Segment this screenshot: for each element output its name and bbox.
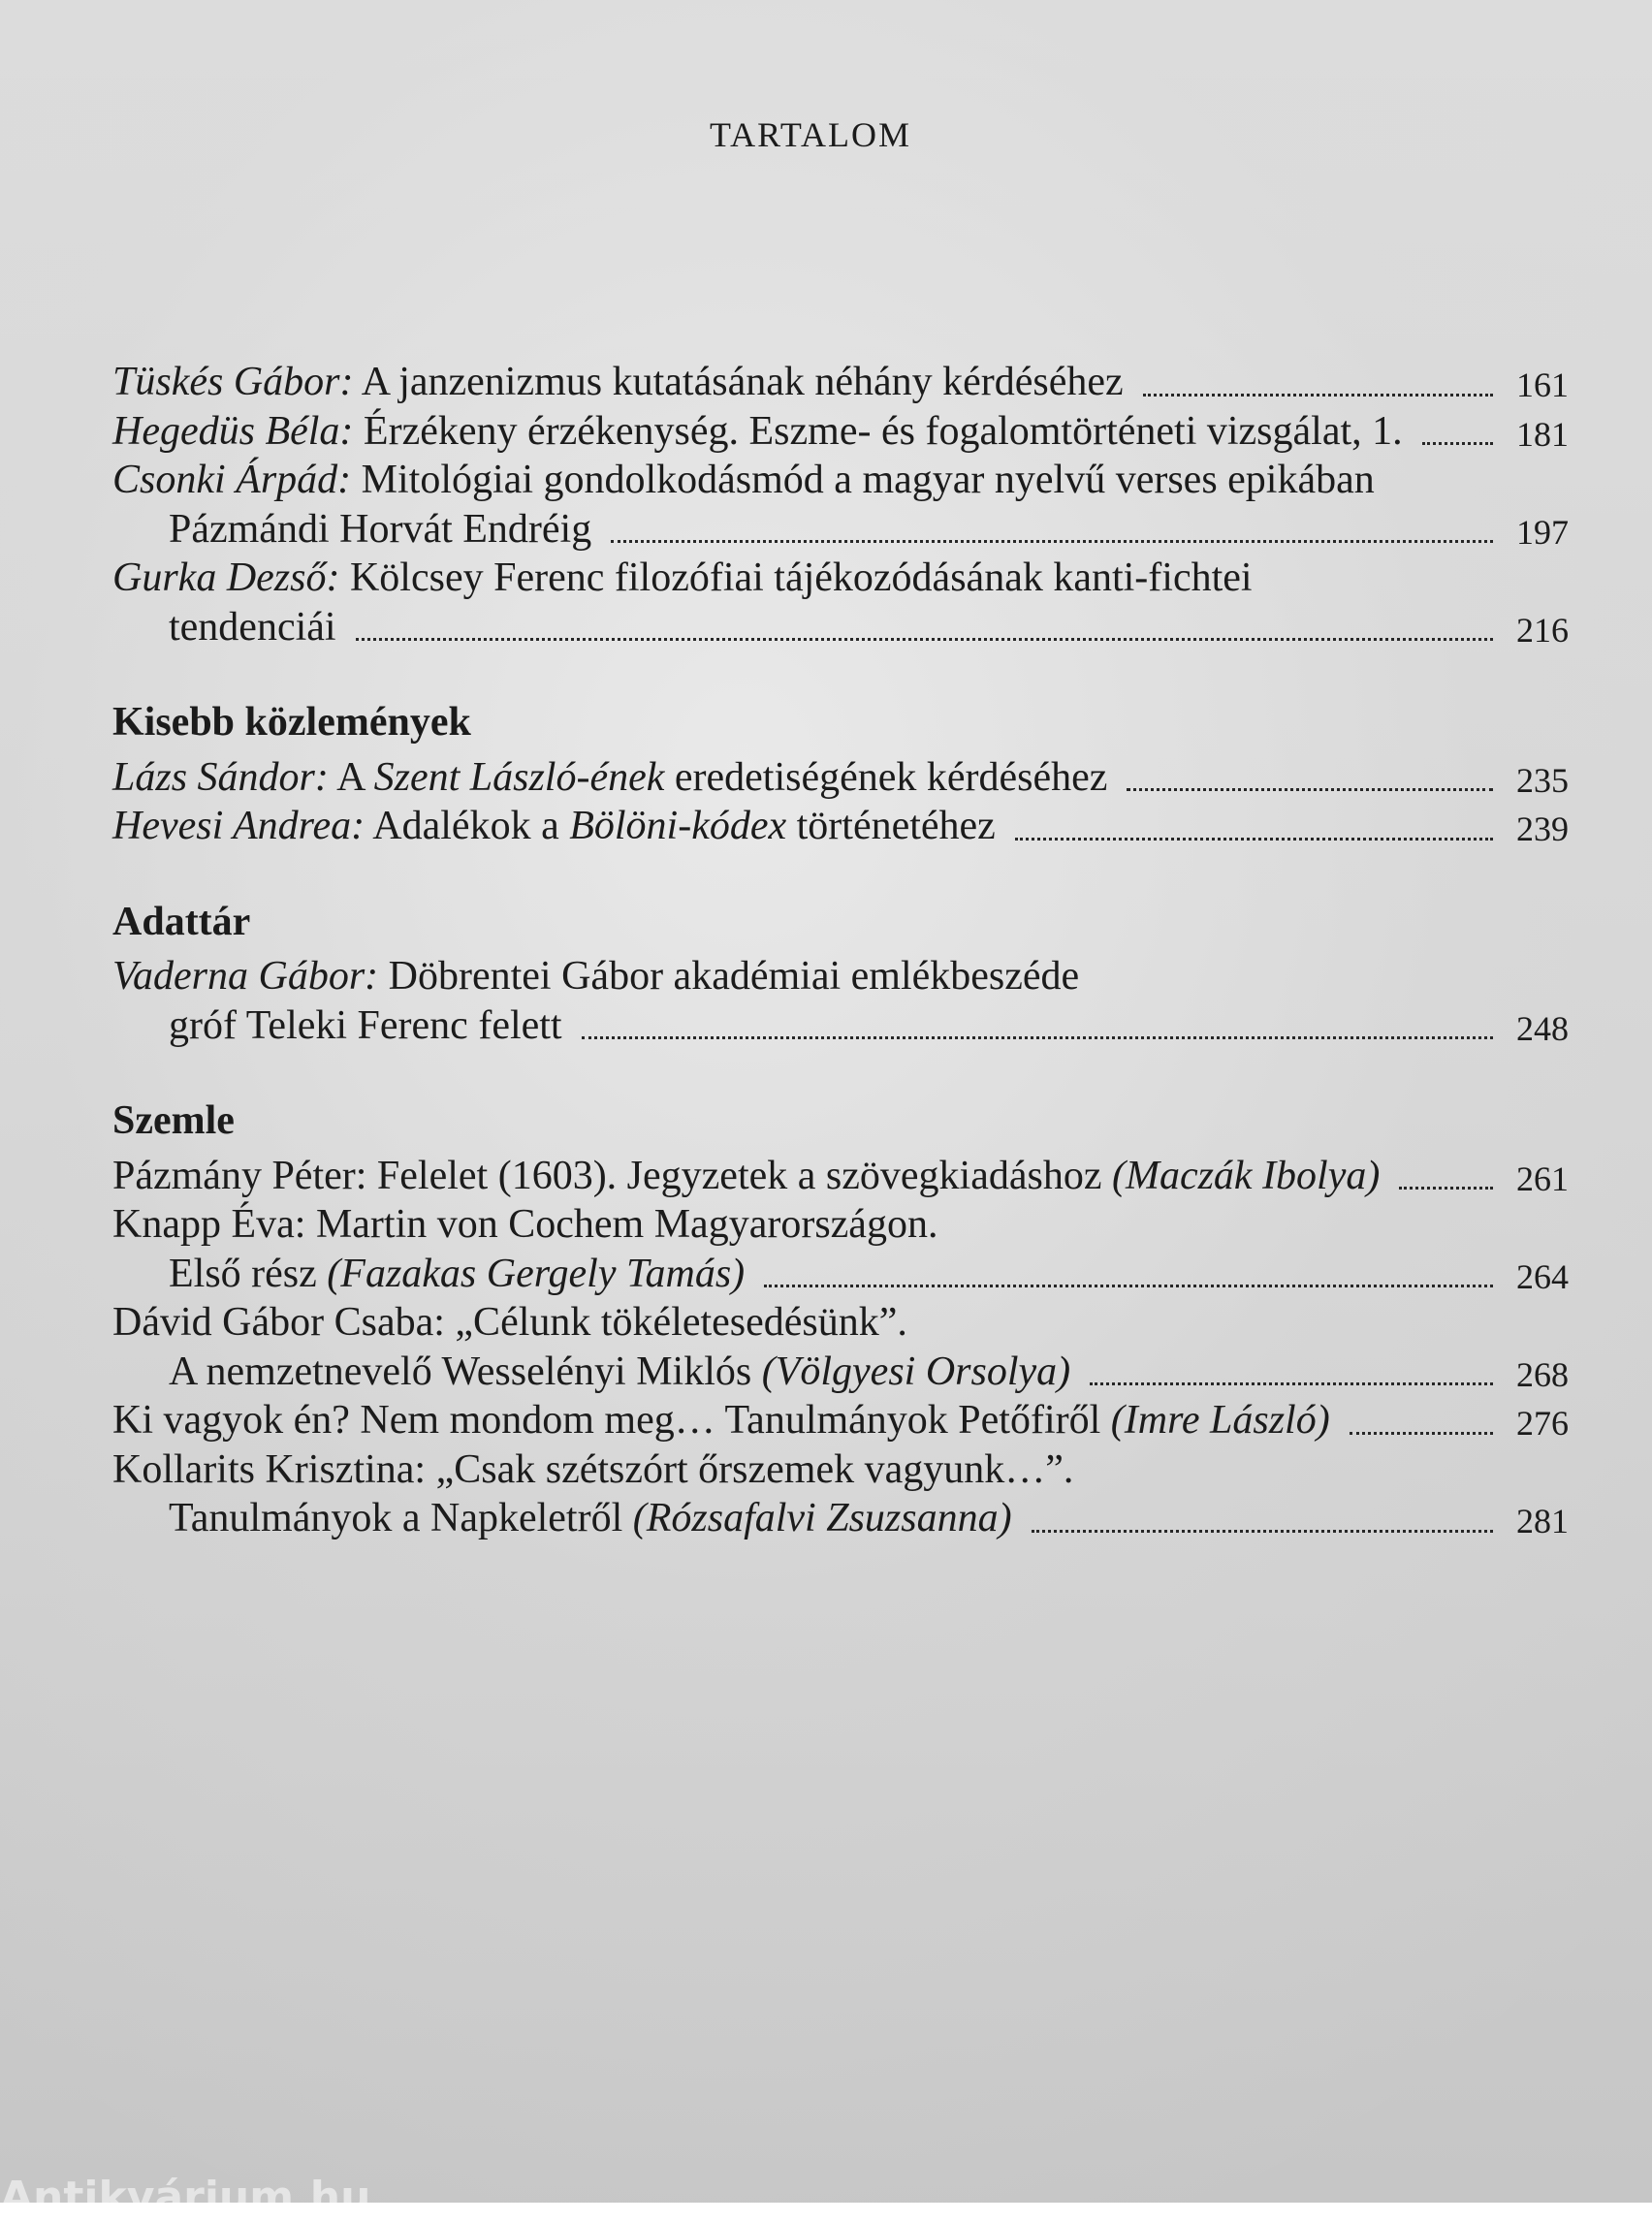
entry-title-continuation: Pázmándi Horvát Endréig xyxy=(169,506,592,552)
toc-line-continuation xyxy=(112,1001,1569,1051)
section-heading: Szemle xyxy=(112,1098,235,1143)
entry-text xyxy=(169,1348,1070,1397)
entry-text xyxy=(112,753,1107,803)
entry-title: Döbrentei Gábor akadémiai emlékbeszéde xyxy=(388,954,1080,999)
toc-entry xyxy=(112,358,1569,407)
toc-entry xyxy=(112,753,1569,803)
page-number: 248 xyxy=(1516,1008,1569,1048)
entry-title-end: eredetiségének kérdéséhez xyxy=(674,754,1108,800)
dot-leader xyxy=(1015,838,1493,841)
toc-line xyxy=(112,554,1569,603)
entry-work: Pázmány Péter: Felelet (1603). Jegyzetek a szövegkiadáshoz xyxy=(112,1153,1102,1198)
entry-reviewer: (Völgyesi Orsolya) xyxy=(761,1349,1071,1394)
toc-line xyxy=(112,1396,1569,1445)
entry-work-continuation: Tanulmányok a Napkeletről xyxy=(169,1496,623,1540)
toc-line-continuation xyxy=(112,505,1569,555)
entry-title-continuation: tendenciái xyxy=(169,604,336,650)
watermark-text: Antikvárium.hu xyxy=(0,2173,371,2222)
toc-entry xyxy=(112,1152,1569,1201)
entry-title: Érzékeny érzékenység. Eszme- és fogalomtörténeti vizsgálat, 1. xyxy=(363,408,1403,454)
dot-leader xyxy=(1350,1432,1493,1435)
toc-entry xyxy=(112,1445,1569,1543)
entry-text xyxy=(169,1250,745,1299)
entry-title: Mitológiai gondolkodásmód a magyar nyelvű verses epikában xyxy=(361,458,1375,502)
entry-title-end: történetéhez xyxy=(796,804,996,848)
page-number: 264 xyxy=(1516,1256,1569,1296)
toc-group-studies xyxy=(112,358,1569,651)
entry-work: Kollarits Krisztina: „Csak szétszórt őrszemek vagyunk…”. xyxy=(112,1446,1074,1492)
toc-line-continuation xyxy=(112,603,1569,652)
entry-reviewer: (Maczák Ibolya) xyxy=(1111,1153,1381,1198)
entry-title: Kölcsey Ferenc filozófiai tájékozódásának kanti-fichtei xyxy=(349,556,1253,600)
entry-author: Hegedüs Béla: xyxy=(112,408,354,454)
entry-work: Knapp Éva: Martin von Cochem Magyarországon. xyxy=(112,1202,938,1247)
toc-entry xyxy=(112,952,1569,1050)
page-number: 197 xyxy=(1516,512,1569,552)
page-number: 235 xyxy=(1516,760,1569,800)
entry-text xyxy=(112,554,1253,603)
entry-author: Vaderna Gábor: xyxy=(112,954,379,999)
toc-entry xyxy=(112,1200,1569,1298)
entry-work-continuation: Első rész xyxy=(169,1251,317,1296)
entry-text xyxy=(112,456,1375,505)
dot-leader xyxy=(1032,1530,1493,1533)
page-number: 216 xyxy=(1516,610,1569,650)
toc-entry xyxy=(112,554,1569,651)
dot-leader xyxy=(1143,394,1493,397)
dot-leader xyxy=(611,540,1493,543)
entry-text xyxy=(169,1494,1012,1543)
entry-text xyxy=(112,1152,1380,1201)
toc-line xyxy=(112,358,1569,407)
page-number: 261 xyxy=(1516,1159,1569,1198)
entry-title-emphasis: Bölöni-kódex xyxy=(569,804,787,848)
toc-line xyxy=(112,1152,1569,1201)
watermark xyxy=(0,2173,407,2222)
toc-line-continuation xyxy=(112,1348,1569,1397)
dot-leader xyxy=(1090,1382,1493,1385)
page-title: TARTALOM xyxy=(709,115,912,154)
entry-text xyxy=(112,802,996,851)
toc-line xyxy=(112,753,1569,803)
entry-work: Dávid Gábor Csaba: „Célunk tökéletesedésünk”. xyxy=(112,1300,907,1345)
toc-line xyxy=(112,1298,1569,1348)
entry-author: Hevesi Andrea: xyxy=(112,804,365,848)
toc-line xyxy=(112,1200,1569,1250)
toc-line xyxy=(112,1445,1569,1495)
entry-author: Lázs Sándor: xyxy=(112,754,329,800)
toc-entry xyxy=(112,456,1569,554)
entry-text xyxy=(112,1396,1330,1445)
page-number: 281 xyxy=(1516,1502,1569,1540)
page-number: 268 xyxy=(1516,1354,1569,1394)
toc-entry xyxy=(112,407,1569,457)
page-number: 161 xyxy=(1516,365,1569,404)
toc-entry xyxy=(112,802,1569,851)
dot-leader xyxy=(1399,1187,1493,1190)
toc-entry xyxy=(112,1298,1569,1396)
toc-group-archive xyxy=(112,898,1569,1051)
toc-group-reviews xyxy=(112,1096,1569,1543)
toc-line xyxy=(112,952,1569,1001)
entry-text xyxy=(112,952,1079,1001)
entry-title-start: Adalékok a xyxy=(372,804,559,848)
toc-line xyxy=(112,407,1569,457)
entry-author: Gurka Dezső: xyxy=(112,556,340,600)
entry-title-start: A xyxy=(336,754,365,800)
entry-title-continuation: gróf Teleki Ferenc felett xyxy=(169,1002,562,1048)
dot-leader xyxy=(582,1036,1493,1039)
entry-text xyxy=(112,407,1403,457)
toc-line-continuation xyxy=(112,1250,1569,1299)
table-of-contents xyxy=(112,358,1569,1543)
page-number: 239 xyxy=(1516,809,1569,848)
entry-text xyxy=(112,358,1124,407)
toc-line xyxy=(112,456,1569,505)
toc-group-short-notes xyxy=(112,698,1569,851)
entry-author: Tüskés Gábor: xyxy=(112,360,354,404)
dot-leader xyxy=(1422,442,1493,445)
dot-leader xyxy=(356,638,1493,641)
entry-reviewer: (Rózsafalvi Zsuzsanna) xyxy=(632,1496,1012,1540)
dot-leader xyxy=(1127,788,1493,791)
entry-work: Ki vagyok én? Nem mondom meg… Tanulmányok Petőfiről xyxy=(112,1398,1101,1443)
toc-line-continuation xyxy=(112,1494,1569,1543)
entry-title-emphasis: Szent László-ének xyxy=(373,754,665,800)
toc-entry xyxy=(112,1396,1569,1445)
entry-work-continuation: A nemzetnevelő Wesselényi Miklós xyxy=(169,1349,752,1394)
entry-reviewer: (Fazakas Gergely Tamás) xyxy=(327,1251,746,1296)
page-number: 181 xyxy=(1516,414,1569,454)
entry-author: Csonki Árpád: xyxy=(112,458,352,502)
page-number: 276 xyxy=(1516,1404,1569,1443)
toc-line xyxy=(112,802,1569,851)
entry-title: A janzenizmus kutatásának néhány kérdéséhez xyxy=(361,360,1124,404)
dot-leader xyxy=(764,1285,1493,1287)
section-heading: Adattár xyxy=(112,899,251,944)
section-heading: Kisebb közlemények xyxy=(112,700,471,745)
entry-reviewer: (Imre László) xyxy=(1110,1398,1330,1443)
